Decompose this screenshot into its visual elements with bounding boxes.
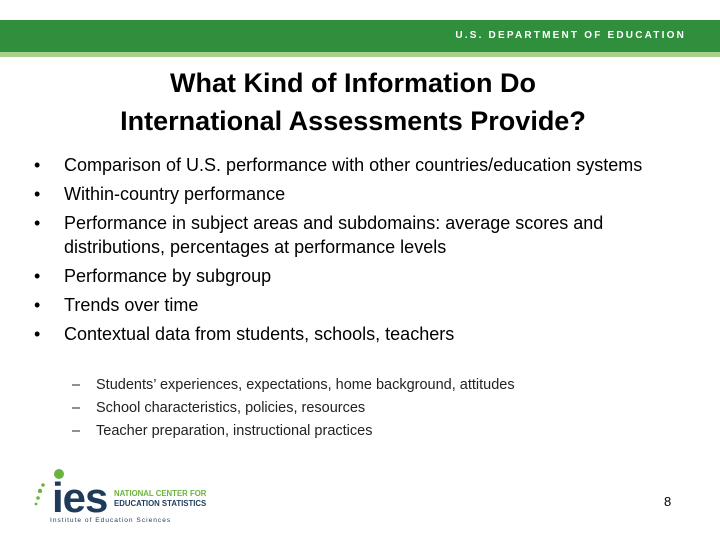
bullet-glyph: • — [34, 213, 41, 233]
sub-bullet-item — [72, 397, 515, 420]
logo-dot — [38, 489, 42, 493]
bullet-glyph: • — [34, 155, 41, 175]
logo-dot — [35, 503, 38, 506]
bullet-list — [34, 153, 694, 351]
bullet-text: Contextual data from students, schools, teachers — [64, 324, 455, 344]
sub-bullet-glyph: – — [72, 377, 81, 393]
bullet-text: Performance by subgroup — [64, 266, 272, 286]
page-number: 8 — [664, 494, 672, 509]
bullet-item — [34, 153, 694, 177]
agency-name: U.S. DEPARTMENT OF EDUCATION — [455, 30, 686, 41]
slide-title — [0, 64, 706, 140]
sub-bullet-text: School characteristics, policies, resources — [96, 400, 366, 416]
bullet-glyph: • — [34, 324, 41, 344]
sub-bullet-list — [72, 374, 515, 443]
logo-name-line-2: EDUCATION STATISTICS — [114, 499, 207, 508]
bullet-text: Comparison of U.S. performance with other countries/education systems — [64, 155, 643, 175]
sub-bullet-text: Students’ experiences, expectations, home background, attitudes — [96, 377, 515, 393]
bullet-item — [34, 293, 694, 317]
sub-bullet-glyph: – — [72, 423, 81, 439]
bullet-item — [34, 182, 694, 206]
bullet-glyph: • — [34, 266, 41, 286]
logo-dot — [36, 496, 40, 500]
sub-bullet-text: Teacher preparation, instructional practices — [96, 423, 373, 439]
header-banner — [0, 20, 720, 52]
bullet-text: Within-country performance — [64, 184, 286, 204]
logo-name-line-1: NATIONAL CENTER FOR — [114, 489, 207, 498]
logo-dot — [41, 483, 45, 487]
title-line-2: International Assessments Provide? — [120, 106, 586, 136]
title-line-1: What Kind of Information Do — [170, 68, 536, 98]
bullet-text: Trends over time — [64, 295, 199, 315]
bullet-item — [34, 264, 694, 288]
header-banner-stripe — [0, 52, 720, 57]
ies-logo — [32, 466, 232, 526]
logo-tagline: Institute of Education Sciences — [50, 517, 172, 524]
logo-letters: ies — [52, 474, 108, 521]
bullet-item — [34, 211, 694, 259]
sub-bullet-glyph: – — [72, 400, 81, 416]
bullet-glyph: • — [34, 295, 41, 315]
sub-bullet-item — [72, 420, 515, 443]
bullet-item — [34, 322, 694, 346]
bullet-glyph: • — [34, 184, 41, 204]
sub-bullet-item — [72, 374, 515, 397]
bullet-text: Performance in subject areas and subdomains: average scores and distributions, percentages at performance levels — [64, 213, 604, 257]
